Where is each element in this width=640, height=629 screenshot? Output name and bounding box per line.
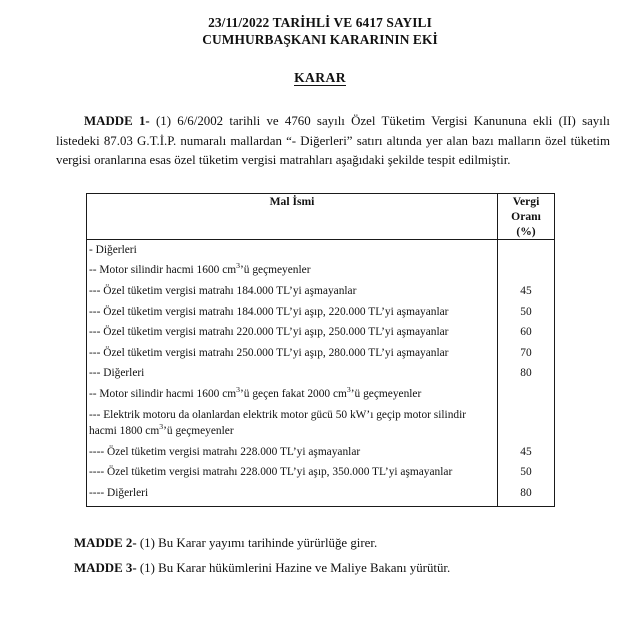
cell-vergi-orani: 45: [498, 281, 555, 302]
document-title-line-2: CUMHURBAŞKANI KARARININ EKİ: [202, 32, 438, 47]
cell-vergi-orani: [498, 405, 555, 442]
column-header-vergi-orani: [498, 193, 555, 239]
cell-mal-ismi: --- Diğerleri: [87, 363, 498, 384]
cell-vergi-orani: [498, 384, 555, 405]
article-3-text: (1) Bu Karar hükümlerini Hazine ve Maliye Bakanı yürütür.: [136, 560, 451, 575]
table-row: [87, 281, 555, 302]
rates-table-wrapper: [86, 193, 554, 507]
cell-vergi-orani: [498, 239, 555, 260]
article-1-text: (1) 6/6/2002 tarihli ve 4760 sayılı Özel Tüketim Vergisi Kanununa ekli (II) sayılı listedeki 87.03 G.T.İ.P. numaralı mallardan “- Diğerleri” satırı altında yer alan bazı malların özel tüketim vergisi oranlarına esas özel tüketim vergisi matrahları aşağıdaki şekilde tespit edilmiştir.: [56, 114, 610, 168]
article-1-paragraph: [56, 86, 610, 171]
table-row: [87, 302, 555, 323]
cell-mal-ismi: --- Elektrik motoru da olanlardan elektrik motor gücü 50 kW’ı geçip motor silindir hacmi 1800 $cm^3’ü$ geçmeyenler: [87, 405, 498, 442]
rates-table: [86, 193, 555, 507]
cell-mal-ismi: --- Özel tüketim vergisi matrahı 184.000 TL’yi aşıp, 220.000 TL’yi aşmayanlar: [87, 302, 498, 323]
cell-mal-ismi: ---- Özel tüketim vergisi matrahı 228.000 TL’yi aşıp, 350.000 TL’yi aşmayanlar: [87, 462, 498, 483]
document-title: [0, 0, 640, 48]
article-1-block: [0, 86, 640, 171]
table-row: [87, 343, 555, 364]
table-row: [87, 239, 555, 260]
footer-articles: [0, 507, 640, 581]
rates-table-body: [87, 239, 555, 506]
table-row: [87, 483, 555, 506]
table-row: [87, 260, 555, 281]
cell-vergi-orani: 50: [498, 462, 555, 483]
section-heading: [0, 48, 640, 86]
cell-mal-ismi: --- Özel tüketim vergisi matrahı 184.000 TL’yi aşmayanlar: [87, 281, 498, 302]
table-row: [87, 405, 555, 442]
cell-mal-ismi: -- Motor silindir hacmi 1600 $cm^3’ü$ geçmeyenler: [87, 260, 498, 281]
cell-mal-ismi: - Diğerleri: [87, 239, 498, 260]
column-header-mal-ismi: Mal İsmi: [87, 193, 498, 239]
table-row: [87, 363, 555, 384]
cell-vergi-orani: [498, 260, 555, 281]
cell-mal-ismi: --- Özel tüketim vergisi matrahı 220.000 TL’yi aşıp, 250.000 TL’yi aşmayanlar: [87, 322, 498, 343]
cell-mal-ismi: ---- Özel tüketim vergisi matrahı 228.000 TL’yi aşmayanlar: [87, 442, 498, 463]
article-2-text: (1) Bu Karar yayımı tarihinde yürürlüğe girer.: [136, 535, 378, 550]
table-row: [87, 384, 555, 405]
cell-vergi-orani: 70: [498, 343, 555, 364]
article-1-label: MADDE 1-: [84, 114, 150, 128]
cell-vergi-orani: 45: [498, 442, 555, 463]
cell-mal-ismi: --- Özel tüketim vergisi matrahı 250.000 TL’yi aşıp, 280.000 TL’yi aşmayanlar: [87, 343, 498, 364]
article-3-paragraph: [74, 556, 610, 581]
cell-vergi-orani: 60: [498, 322, 555, 343]
rates-table-head: [87, 193, 555, 239]
article-2-paragraph: [74, 531, 610, 556]
table-row: [87, 322, 555, 343]
document-title-line-1: 23/11/2022 TARİHLİ VE 6417 SAYILI: [208, 15, 432, 30]
table-row: [87, 462, 555, 483]
article-2-label: MADDE 2-: [74, 535, 137, 550]
section-heading-text: KARAR: [294, 70, 346, 85]
table-row: [87, 442, 555, 463]
table-header-row: [87, 193, 555, 239]
cell-mal-ismi: -- Motor silindir hacmi 1600 $cm^3’ü$ geçen fakat 2000 $cm^3’ü$ geçmeyenler: [87, 384, 498, 405]
cell-vergi-orani: 50: [498, 302, 555, 323]
column-header-vergi-orani-line-2: (%): [516, 224, 536, 238]
column-header-vergi-orani-line-1: Vergi Oranı: [511, 194, 541, 223]
cell-vergi-orani: 80: [498, 483, 555, 506]
cell-vergi-orani: 80: [498, 363, 555, 384]
cell-mal-ismi: ---- Diğerleri: [87, 483, 498, 506]
article-3-label: MADDE 3-: [74, 560, 137, 575]
